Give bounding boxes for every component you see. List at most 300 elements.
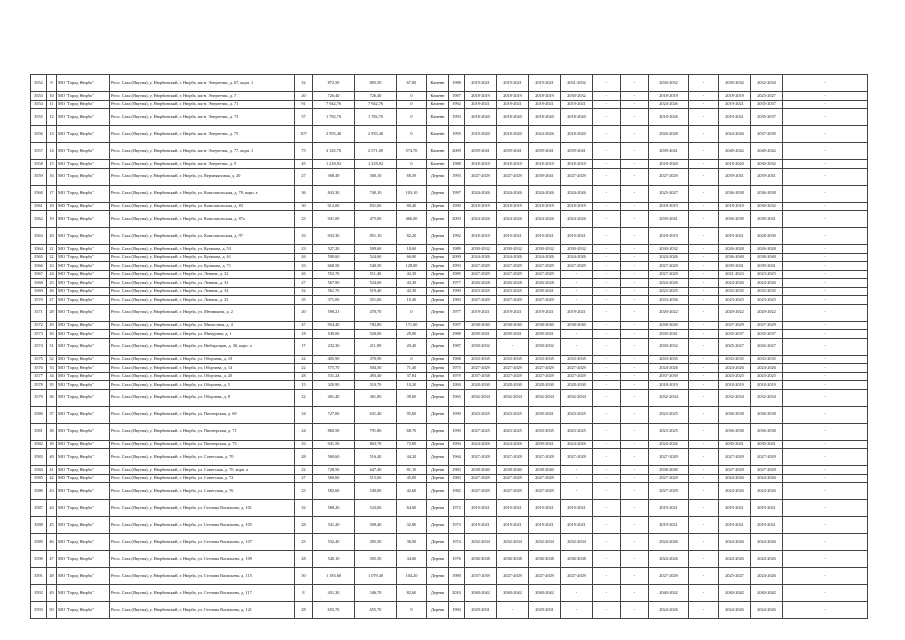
table-cell: 1980 <box>449 568 465 585</box>
table-cell: 2030-2032 <box>649 338 689 355</box>
table-cell: 37 <box>47 406 57 423</box>
table-cell: 2 955,40 <box>313 126 355 143</box>
table-cell: 2027-2029 <box>529 474 561 483</box>
table-cell: 2038-2040 <box>529 321 561 330</box>
table-cell: Деревя <box>427 381 449 390</box>
table-cell: 2035-2037 <box>751 100 783 109</box>
table-cell: - <box>783 440 868 449</box>
table-cell: - <box>689 75 719 92</box>
table-cell: МО "Город Нюрба" <box>57 474 110 483</box>
table-cell: - <box>689 270 719 279</box>
table-cell: 3571 <box>31 304 47 321</box>
table-cell: 2024-2026 <box>719 602 751 619</box>
table-cell: 25 <box>47 279 57 288</box>
table-cell: - <box>783 228 868 245</box>
table-cell: - <box>593 100 621 109</box>
table-cell: Деревя <box>427 551 449 568</box>
table-cell: 2029-2031 <box>529 602 561 619</box>
table-cell: МО "Город Нюрба" <box>57 92 110 101</box>
table-cell: 2024-2026 <box>751 534 783 551</box>
table-cell: 2024-2026 <box>719 551 751 568</box>
table-cell: 2024-2026 <box>751 279 783 288</box>
table-cell: - <box>593 534 621 551</box>
table-row <box>31 75 868 92</box>
table-cell: Деревя <box>427 466 449 475</box>
table-cell: 16 <box>47 168 57 185</box>
table-cell: 3574 <box>31 338 47 355</box>
table-cell: 2027-2029 <box>497 483 529 500</box>
table-cell: 2018-2019 <box>465 160 497 169</box>
table-cell: - <box>621 279 649 288</box>
table-cell: МО "Город Нюрба" <box>57 423 110 440</box>
table-cell: - <box>689 466 719 475</box>
table-cell: 863,70 <box>355 440 397 449</box>
table-cell: 2023-2025 <box>465 406 497 423</box>
table-cell: 2024-2026 <box>719 483 751 500</box>
table-cell: 19 <box>47 211 57 228</box>
table-cell: 2024-2026 <box>497 211 529 228</box>
table-cell: Каменн <box>427 109 449 126</box>
table-cell: - <box>783 287 868 296</box>
table-cell: 50 <box>47 602 57 619</box>
table-cell: 2024-2026 <box>529 211 561 228</box>
table-row <box>31 440 868 449</box>
table-cell: 726,40 <box>355 92 397 101</box>
table-row <box>31 483 868 500</box>
table-cell: 561,70 <box>313 287 355 296</box>
table-row <box>31 228 868 245</box>
table-cell: Каменн <box>427 160 449 169</box>
table-cell: 15 <box>47 160 57 169</box>
table-cell: 80,40 <box>397 202 427 211</box>
table-cell: 2024-2026 <box>751 551 783 568</box>
table-cell: - <box>593 372 621 381</box>
table-cell: - <box>783 364 868 373</box>
table-cell: Деревя <box>427 304 449 321</box>
table-cell: 18,60 <box>397 245 427 254</box>
table-cell: - <box>783 406 868 423</box>
table-cell: 2039-2041 <box>529 143 561 160</box>
table-cell: 3554 <box>31 100 47 109</box>
table-cell: - <box>593 279 621 288</box>
table-cell: 2039-2041 <box>529 330 561 339</box>
table-cell: - <box>621 466 649 475</box>
table-cell: 2026-2028 <box>719 245 751 254</box>
table-cell: 310,70 <box>355 381 397 390</box>
table-cell: - <box>689 168 719 185</box>
table-cell: 2019-2021 <box>465 100 497 109</box>
table-cell: 2019-2021 <box>465 517 497 534</box>
table-cell: 740,10 <box>355 185 397 202</box>
table-cell: МО "Город Нюрба" <box>57 406 110 423</box>
table-cell: 2019-2021 <box>751 500 783 517</box>
table-cell: 29,00 <box>397 330 427 339</box>
table-cell: 2023-2025 <box>649 423 689 440</box>
table-cell: 2028-2030 <box>751 228 783 245</box>
table-cell: 2035-2037 <box>751 109 783 126</box>
table-cell: - <box>689 304 719 321</box>
table-cell: 2024-2026 <box>497 253 529 262</box>
table-cell: 2018-2019 <box>529 160 561 169</box>
table-cell: 872,50 <box>313 75 355 92</box>
table-cell: 2024-2026 <box>719 279 751 288</box>
table-cell: 655,70 <box>355 602 397 619</box>
table-cell: 2027-2029 <box>719 449 751 466</box>
table-cell: 1985 <box>449 270 465 279</box>
table-cell: 1990 <box>449 202 465 211</box>
table-cell: - <box>621 143 649 160</box>
table-cell: 3564 <box>31 245 47 254</box>
address-cell: Респ. Саха (Якутия), у. Нюрбинский, г. Нюрба, ул. Оборчева, д. 14 <box>110 364 295 373</box>
table-cell: 2039-2041 <box>751 168 783 185</box>
table-cell: 3580 <box>31 406 47 423</box>
table-row <box>31 364 868 373</box>
table-cell: 590,60 <box>313 253 355 262</box>
table-cell: 67,00 <box>397 75 427 92</box>
table-cell: - <box>689 202 719 211</box>
table-cell: 1990 <box>449 423 465 440</box>
table-cell: 0 <box>397 160 427 169</box>
table-cell: МО "Город Нюрба" <box>57 355 110 364</box>
table-cell: - <box>593 109 621 126</box>
table-cell: - <box>593 602 621 619</box>
table-cell: 582,60 <box>313 483 355 500</box>
table-cell: 1992 <box>449 100 465 109</box>
table-cell: 2018-2020 <box>649 160 689 169</box>
address-cell: Респ. Саха (Якутия), у. Нюрбинский, г. Нюрба, ул. Комсомольская, д. 97 <box>110 228 295 245</box>
table-cell: 1 183,60 <box>313 568 355 585</box>
table-cell: 371,00 <box>313 296 355 305</box>
table-cell: - <box>621 202 649 211</box>
table-cell: 3558 <box>31 160 47 169</box>
table-cell: МО "Город Нюрба" <box>57 568 110 585</box>
table-cell: 2018-2020 <box>561 109 593 126</box>
table-cell: - <box>783 262 868 271</box>
table-cell: - <box>783 534 868 551</box>
table-cell: 1983 <box>449 474 465 483</box>
table-cell: 401,40 <box>313 389 355 406</box>
address-cell: Респ. Саха (Якутия), у. Нюрбинский, г. Нюрба, ул. Нюбарощан, д. 36, корп. а <box>110 338 295 355</box>
table-row <box>31 143 868 160</box>
table-cell: 36 <box>47 389 57 406</box>
table-cell: - <box>621 440 649 449</box>
address-cell: Респ. Саха (Якутия), у. Нюрбинский, г. Нюрба, ул. Верхняяповая, д. 20 <box>110 168 295 185</box>
table-cell: 2038-2040 <box>465 321 497 330</box>
table-cell: 0 <box>397 602 427 619</box>
table-cell: 2033-2035 <box>649 355 689 364</box>
table-cell: 103,10 <box>397 185 427 202</box>
table-cell: 2027-2029 <box>529 568 561 585</box>
table-cell: МО "Город Нюрба" <box>57 185 110 202</box>
table-cell: 24 <box>47 270 57 279</box>
table-cell: - <box>621 423 649 440</box>
table-cell: 2019-2021 <box>465 75 497 92</box>
table-cell: 22 <box>47 253 57 262</box>
table-cell: МО "Город Нюрба" <box>57 483 110 500</box>
table-cell: - <box>621 253 649 262</box>
table-cell: 2038-2040 <box>497 321 529 330</box>
table-cell: 2024-2026 <box>465 253 497 262</box>
table-cell: 2036-2038 <box>751 406 783 423</box>
table-cell: - <box>689 296 719 305</box>
table-cell: 2033-2035 <box>529 355 561 364</box>
table-cell: МО "Город Нюрба" <box>57 143 110 160</box>
table-cell: 2025-2027 <box>719 338 751 355</box>
table-cell: 941,00 <box>313 211 355 228</box>
table-cell: - <box>689 551 719 568</box>
table-cell: 3 145,70 <box>313 143 355 160</box>
table-cell: 655,70 <box>313 602 355 619</box>
table-cell: 1992 <box>449 228 465 245</box>
table-cell: 3591 <box>31 568 47 585</box>
table-cell: 1984 <box>449 602 465 619</box>
table-cell: 933,30 <box>313 228 355 245</box>
table-cell: - <box>593 449 621 466</box>
table-cell: 43 <box>47 483 57 500</box>
address-cell: Респ. Саха (Якутия), у. Нюрбинский, г. Нюрба, ул. Мечникова, д. 2 <box>110 304 295 321</box>
table-cell: - <box>689 406 719 423</box>
table-row <box>31 381 868 390</box>
table-cell: 2027-2029 <box>561 449 593 466</box>
table-cell: - <box>689 364 719 373</box>
table-cell: 2024-2026 <box>719 364 751 373</box>
table-row <box>31 92 868 101</box>
table-cell: 532,40 <box>313 534 355 551</box>
table-cell: 2032-2034 <box>529 389 561 406</box>
table-cell: Деревя <box>427 389 449 406</box>
table-cell: - <box>621 168 649 185</box>
table-cell: - <box>621 160 649 169</box>
table-cell: 2024-2026 <box>751 602 783 619</box>
table-cell: 32 <box>295 287 313 296</box>
table-row <box>31 100 868 109</box>
table-row <box>31 270 868 279</box>
table-row <box>31 389 868 406</box>
table-cell: - <box>593 517 621 534</box>
table-cell: - <box>593 253 621 262</box>
table-cell: 2023-2025 <box>719 296 751 305</box>
table-cell: - <box>783 466 868 475</box>
table-cell: - <box>593 355 621 364</box>
table-cell: 27 <box>295 168 313 185</box>
table-cell: Каменн <box>427 100 449 109</box>
table-cell: 668,50 <box>313 262 355 271</box>
table-cell: 42 <box>47 474 57 483</box>
table-cell: - <box>689 355 719 364</box>
table-cell: 2039-2041 <box>649 211 689 228</box>
table-cell: 2030-2032 <box>719 75 751 92</box>
table-cell: 1993 <box>449 168 465 185</box>
table-cell: 2033-2035 <box>751 287 783 296</box>
table-cell: 2030-2032 <box>649 245 689 254</box>
table-cell: 2020-2022 <box>719 304 751 321</box>
table-cell: 3552 <box>31 75 47 92</box>
table-cell: 23 <box>295 245 313 254</box>
address-cell: Респ. Саха (Якутия), у. Нюрбинский, г. Нюрба, ул. Степана Васильева, д. 101 <box>110 500 295 517</box>
table-cell: 36,90 <box>397 534 427 551</box>
table-cell: 81,10 <box>397 466 427 475</box>
table-cell: 2018-2019 <box>497 202 529 211</box>
table-cell: 1989 <box>449 245 465 254</box>
table-cell: 1 079,40 <box>355 568 397 585</box>
address-cell: Респ. Саха (Якутия), у. Нюрбинский, г. Нюрба, ул. Комсомольская, д. 87а <box>110 211 295 228</box>
table-cell: 2037-2039 <box>751 126 783 143</box>
table-cell: Каменн <box>427 92 449 101</box>
table-cell: - <box>621 304 649 321</box>
table-cell: 2019-2021 <box>561 304 593 321</box>
table-cell: 351,60 <box>355 296 397 305</box>
table-cell: - <box>783 381 868 390</box>
table-cell: 2023-2025 <box>465 287 497 296</box>
address-cell: Респ. Саха (Якутия), у. Нюрбинский, г. Нюрба, ул. Степана Васильева, д. 107 <box>110 534 295 551</box>
table-cell: 2018-2020 <box>497 126 529 143</box>
address-cell: Респ. Саха (Якутия), у. Нюрбинский, г. Нюрба, ул. Комсомольская, д. 83 <box>110 202 295 211</box>
table-cell: 3572 <box>31 321 47 330</box>
address-cell: Респ. Саха (Якутия), у. Нюрбинский, г. Нюрба, ул. Пионерская, д. 73 <box>110 440 295 449</box>
table-cell: 2039-2041 <box>497 330 529 339</box>
table-cell: 1997 <box>449 321 465 330</box>
table-cell: Деревя <box>427 321 449 330</box>
table-row <box>31 168 868 185</box>
table-cell: 2027-2029 <box>561 364 593 373</box>
table-cell: 2027-2025 <box>465 423 497 440</box>
table-body <box>31 75 868 619</box>
table-cell: 0 <box>397 304 427 321</box>
table-cell: - <box>593 381 621 390</box>
table-cell: 22 <box>295 466 313 475</box>
table-cell: МО "Город Нюрба" <box>57 517 110 534</box>
table-cell: 1997 <box>449 185 465 202</box>
table-cell: 2023-2025 <box>719 372 751 381</box>
address-cell: Респ. Саха (Якутия), у. Нюрбинский, г. Нюрба, ул. Мичурина, д. 1 <box>110 330 295 339</box>
table-cell: - <box>593 160 621 169</box>
table-cell: - <box>593 211 621 228</box>
table-cell: 2032-2034 <box>465 389 497 406</box>
table-cell: 3583 <box>31 449 47 466</box>
table-cell: 3553 <box>31 92 47 101</box>
table-cell: 2027-2029 <box>465 483 497 500</box>
table-cell: - <box>689 262 719 271</box>
table-cell: 2025-2027 <box>751 92 783 101</box>
table-cell: - <box>561 585 593 602</box>
table-cell: 2019-2021 <box>497 304 529 321</box>
table-cell: 3570 <box>31 296 47 305</box>
table-cell: 540,00 <box>355 483 397 500</box>
table-cell: 2 571,00 <box>355 143 397 160</box>
table-cell: - <box>593 568 621 585</box>
table-cell: - <box>783 372 868 381</box>
table-cell: 2009 <box>449 143 465 160</box>
table-cell: - <box>783 423 868 440</box>
table-cell: 211,90 <box>355 338 397 355</box>
table-cell: МО "Город Нюрба" <box>57 296 110 305</box>
table-cell: - <box>783 126 868 143</box>
table-cell: Каменн <box>427 143 449 160</box>
table-cell: 2024-2026 <box>465 185 497 202</box>
table-cell: 2035-2037 <box>719 330 751 339</box>
table-cell: 2027-2029 <box>649 449 689 466</box>
table-cell: 3556 <box>31 126 47 143</box>
table-cell: Деревя <box>427 330 449 339</box>
address-cell: Респ. Саха (Якутия), у. Нюрбинский, г. Нюрба, ул. Оборчева, д. 20 <box>110 372 295 381</box>
table-cell: 2037-2039 <box>649 372 689 381</box>
table-cell: 1994 <box>449 440 465 449</box>
table-cell: 2039-2041 <box>497 143 529 160</box>
table-cell: 23 <box>47 262 57 271</box>
table-cell: 2024-2026 <box>497 440 529 449</box>
table-cell: 32 <box>47 355 57 364</box>
table-cell: 36 <box>295 185 313 202</box>
table-cell: 10 <box>47 92 57 101</box>
table-cell: 2033-2035 <box>465 355 497 364</box>
table-cell: МО "Город Нюрба" <box>57 449 110 466</box>
table-cell: Деревя <box>427 474 449 483</box>
table-cell: 2031-2032 <box>561 75 593 92</box>
table-cell: 28 <box>295 517 313 534</box>
table-cell: - <box>621 338 649 355</box>
table-cell: 2040-2042 <box>719 585 751 602</box>
table-cell: - <box>783 253 868 262</box>
table-cell: 1987 <box>449 92 465 101</box>
table-cell: 2024-2026 <box>751 474 783 483</box>
table-cell: 2027-2029 <box>751 466 783 475</box>
table-cell: - <box>593 389 621 406</box>
table-cell: - <box>621 75 649 92</box>
table-cell: - <box>689 585 719 602</box>
table-cell: 2024-2026 <box>561 185 593 202</box>
address-cell: Респ. Саха (Якутия), у. Нюрбинский, г. Нюрба, ул. Кузакова, д. 61 <box>110 253 295 262</box>
table-cell: 2024-2026 <box>719 126 751 143</box>
table-cell: Деревя <box>427 585 449 602</box>
table-cell: 523,60 <box>355 500 397 517</box>
table-cell: 2024-2026 <box>561 440 593 449</box>
table-cell: 2027-2029 <box>465 168 497 185</box>
table-cell: - <box>689 449 719 466</box>
table-cell: 11 <box>47 100 57 109</box>
table-cell: 2024-2026 <box>649 551 689 568</box>
table-cell: 3563 <box>31 228 47 245</box>
table-cell: 2027-2029 <box>649 483 689 500</box>
table-cell: 25 <box>295 483 313 500</box>
table-cell: 2027-2029 <box>751 449 783 466</box>
table-cell: 22 <box>295 355 313 364</box>
table-cell: 68,70 <box>397 423 427 440</box>
table-cell: 68,39 <box>397 168 427 185</box>
table-cell: 3565 <box>31 253 47 262</box>
table-cell: 2 955,40 <box>355 126 397 143</box>
table-cell: - <box>621 381 649 390</box>
table-cell: 2040-2042 <box>751 143 783 160</box>
table-cell: 2027-2029 <box>497 262 529 271</box>
table-cell: МО "Город Нюрба" <box>57 253 110 262</box>
table-row <box>31 279 868 288</box>
table-cell: 2027-2029 <box>649 168 689 185</box>
table-cell: - <box>593 483 621 500</box>
table-cell: - <box>783 602 868 619</box>
table-cell: 726,40 <box>313 92 355 101</box>
table-cell: 27 <box>295 279 313 288</box>
table-cell: Деревя <box>427 602 449 619</box>
table-cell: 2039-2041 <box>751 211 783 228</box>
table-cell: 82,60 <box>397 585 427 602</box>
table-cell: - <box>593 245 621 254</box>
table-cell: 2023-2025 <box>497 287 529 296</box>
table-cell: 0 <box>397 126 427 143</box>
table-cell: 2019-2021 <box>529 75 561 92</box>
table-cell: - <box>621 211 649 228</box>
table-cell: 2032-2034 <box>751 389 783 406</box>
table-cell: - <box>783 75 868 92</box>
